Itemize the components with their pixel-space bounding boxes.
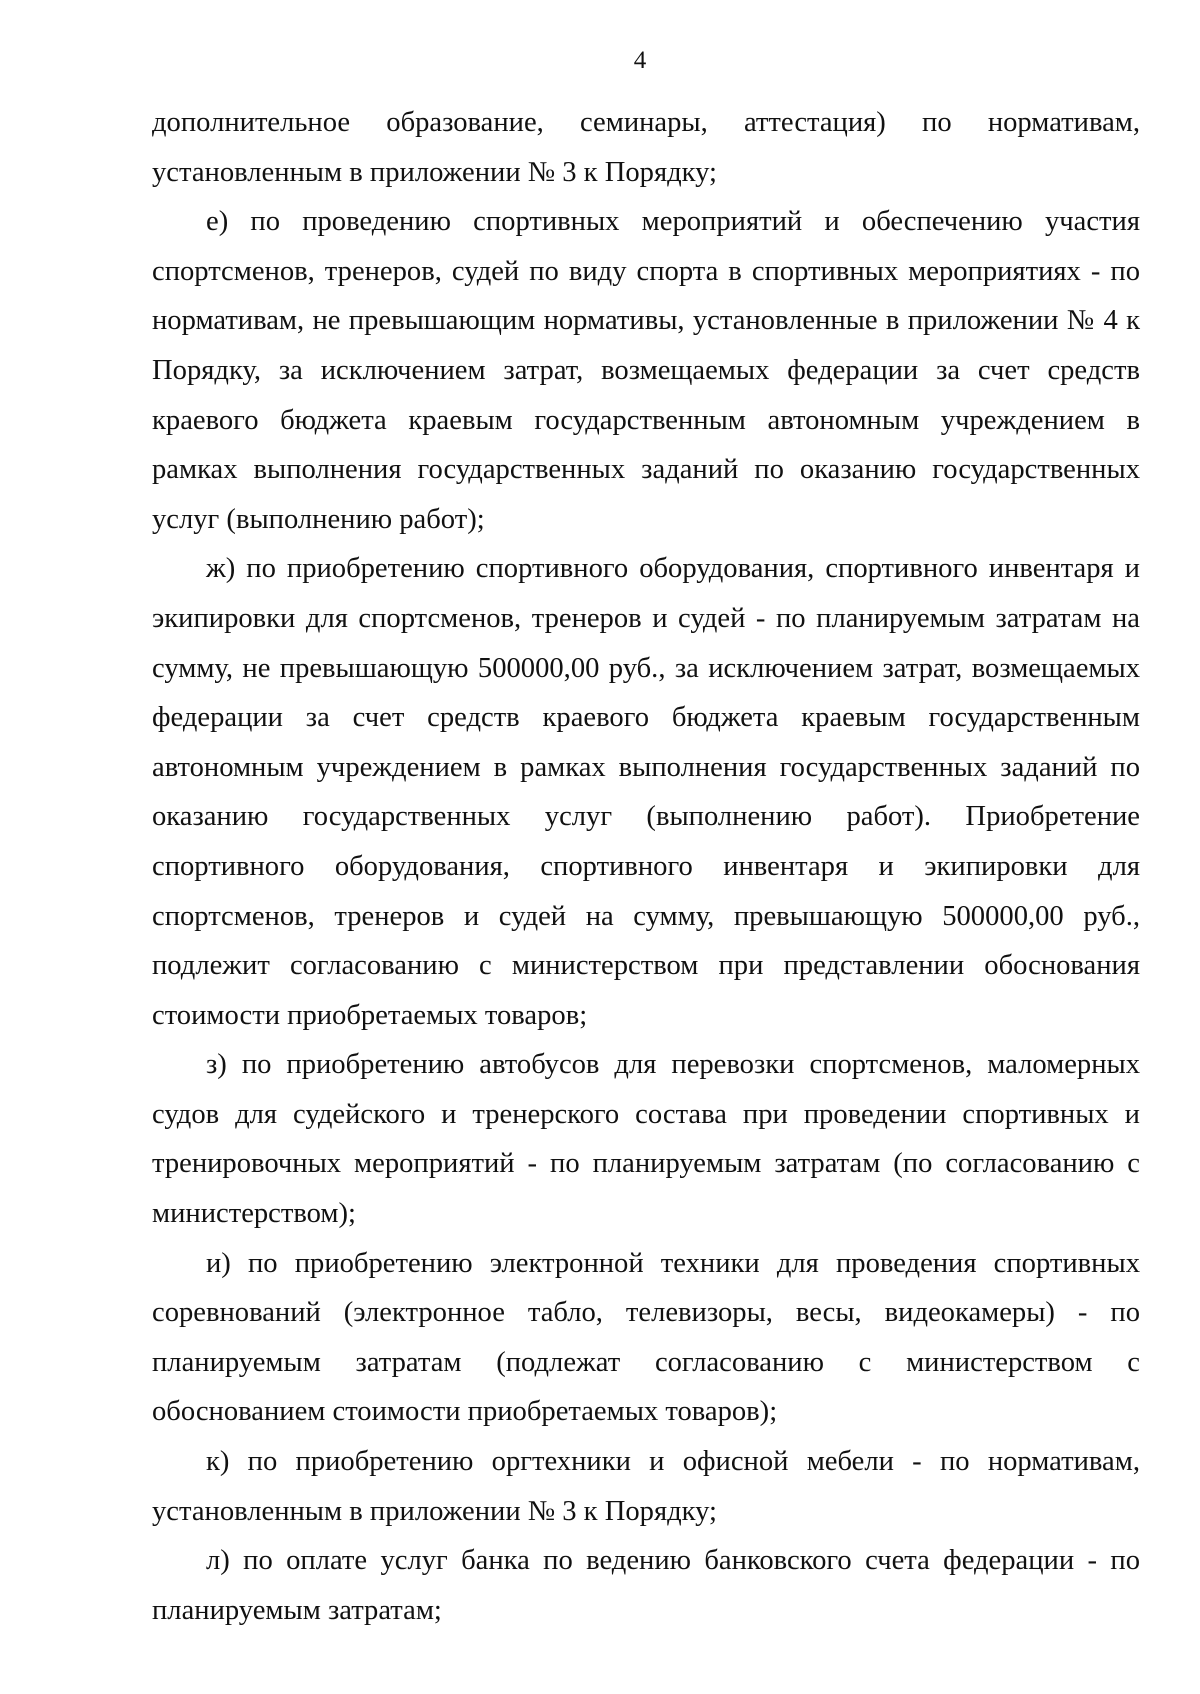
paragraph-item-zh: ж) по приобретению спортивного оборудования, спортивного инвентаря и экипировки для спортсменов, тренеров и судей - по планируемым затратам на сумму, не превышающую 500000,00 руб., за исключением затрат, возмещаемых федерации за счет средств краевого бюджета краевым государственным автономным учреждением в рамках выполнения государственных заданий по оказанию государственных услуг (выполнению работ). Приобретение спортивного оборудования, спортивного инвентаря и экипировки для спортсменов, тренеров и судей на сумму, превышающую 500000,00 руб., подлежит согласованию с министерством при представлении обоснования стоимости приобретаемых товаров; (152, 553, 1140, 1031)
page-number: 4 (633, 47, 647, 74)
paragraph-item-l: л) по оплате услуг банка по ведению банковского счета федерации - по планируемым затратам; (152, 1545, 1140, 1626)
paragraph-item-z: з) по приобретению автобусов для перевозки спортсменов, маломерных судов для судейского и тренерского состава при проведении спортивных и тренировочных мероприятий - по планируемым затратам (по согласованию с министерством); (152, 1049, 1140, 1230)
paragraph-continuation: дополнительное образование, семинары, аттестация) по нормативам, установленным в приложении № 3 к Порядку; (152, 107, 1140, 188)
paragraph-item-k: к) по приобретению оргтехники и офисной мебели - по нормативам, установленным в приложении № 3 к Порядку; (152, 1446, 1140, 1527)
document-body (152, 98, 1140, 1635)
paragraph-item-e: е) по проведению спортивных мероприятий и обеспечению участия спортсменов, тренеров, судей по виду спорта в спортивных мероприятиях - по нормативам, не превышающим нормативы, установленные в приложении № 4 к Порядку, за исключением затрат, возмещаемых федерации за счет средств краевого бюджета краевым государственным автономным учреждением в рамках выполнения государственных заданий по оказанию государственных услуг (выполнению работ); (152, 206, 1140, 535)
paragraph-item-i: и) по приобретению электронной техники для проведения спортивных соревнований (электронное табло, телевизоры, весы, видеокамеры) - по планируемым затратам (подлежат согласованию с министерством с обоснованием стоимости приобретаемых товаров); (152, 1247, 1140, 1428)
